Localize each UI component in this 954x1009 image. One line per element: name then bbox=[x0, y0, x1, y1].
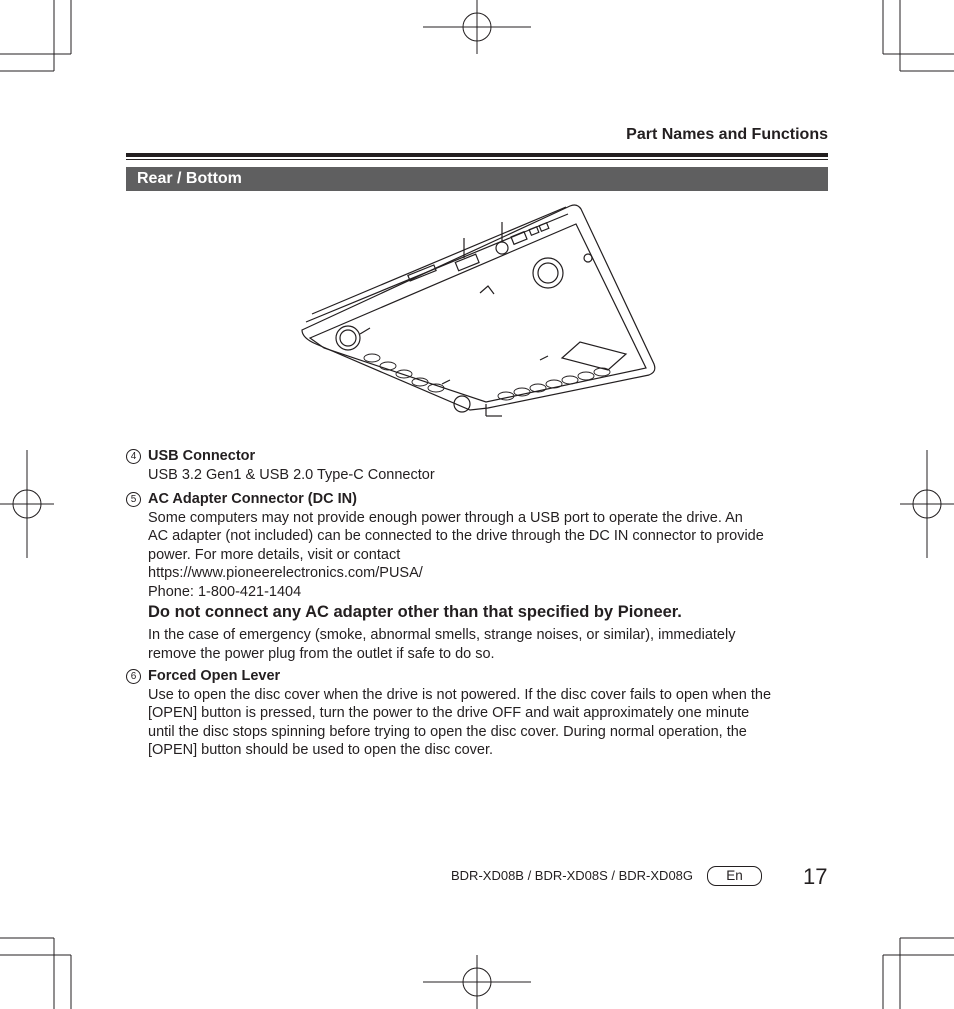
item-title: Forced Open Lever bbox=[148, 668, 281, 684]
item-number-badge: 5 bbox=[126, 492, 141, 507]
warning-detail bbox=[148, 626, 735, 664]
item-text-line: power. For more details, visit or contact bbox=[148, 546, 401, 563]
section-title: Rear / Bottom bbox=[137, 170, 242, 187]
item-text-line: Some computers may not provide enough power through a USB port to operate the drive. An bbox=[148, 509, 743, 526]
support-phone: Phone: 1-800-421-1404 bbox=[148, 583, 302, 600]
item-number-badge: 4 bbox=[126, 449, 141, 464]
warning-detail-line: In the case of emergency (smoke, abnormal smells, strange noises, or similar), immediately bbox=[148, 627, 736, 643]
item-text-line: [OPEN] button is pressed, turn the power to the drive OFF and wait approximately one minute bbox=[148, 705, 750, 722]
drive-rear-bottom-illustration bbox=[290, 198, 670, 423]
item-text-line: USB 3.2 Gen1 & USB 2.0 Type-C Connector bbox=[148, 466, 435, 483]
support-url: https://www.pioneerelectronics.com/PUSA/ bbox=[148, 565, 423, 582]
section-heading-bar bbox=[126, 167, 828, 191]
warning-detail-line: remove the power plug from the outlet if safe to do so. bbox=[148, 646, 495, 662]
item-text-line: [OPEN] button should be used to open the disc cover. bbox=[148, 742, 493, 759]
item-body bbox=[148, 667, 828, 760]
item-body bbox=[148, 447, 828, 484]
header-rule bbox=[126, 153, 828, 157]
language-badge: En bbox=[707, 866, 762, 886]
item-body bbox=[148, 490, 828, 602]
page-header-title: Part Names and Functions bbox=[626, 126, 828, 143]
item-title: USB Connector bbox=[148, 448, 256, 464]
item-title: AC Adapter Connector (DC IN) bbox=[148, 491, 357, 507]
page-number: 17 bbox=[803, 864, 828, 889]
item-text-line: AC adapter (not included) can be connected to the drive through the DC IN connector to provide bbox=[148, 528, 764, 545]
footer-model-numbers: BDR-XD08B / BDR-XD08S / BDR-XD08G bbox=[451, 868, 694, 883]
item-text-line: Use to open the disc cover when the drive is not powered. If the disc cover fails to open when the bbox=[148, 686, 772, 703]
header-rule-thin bbox=[126, 159, 828, 160]
warning-text: Do not connect any AC adapter other than that specified by Pioneer. bbox=[148, 603, 682, 621]
item-text-line: until the disc stops spinning before trying to open the disc cover. During normal operation, the bbox=[148, 723, 747, 740]
item-number-badge: 6 bbox=[126, 669, 141, 684]
